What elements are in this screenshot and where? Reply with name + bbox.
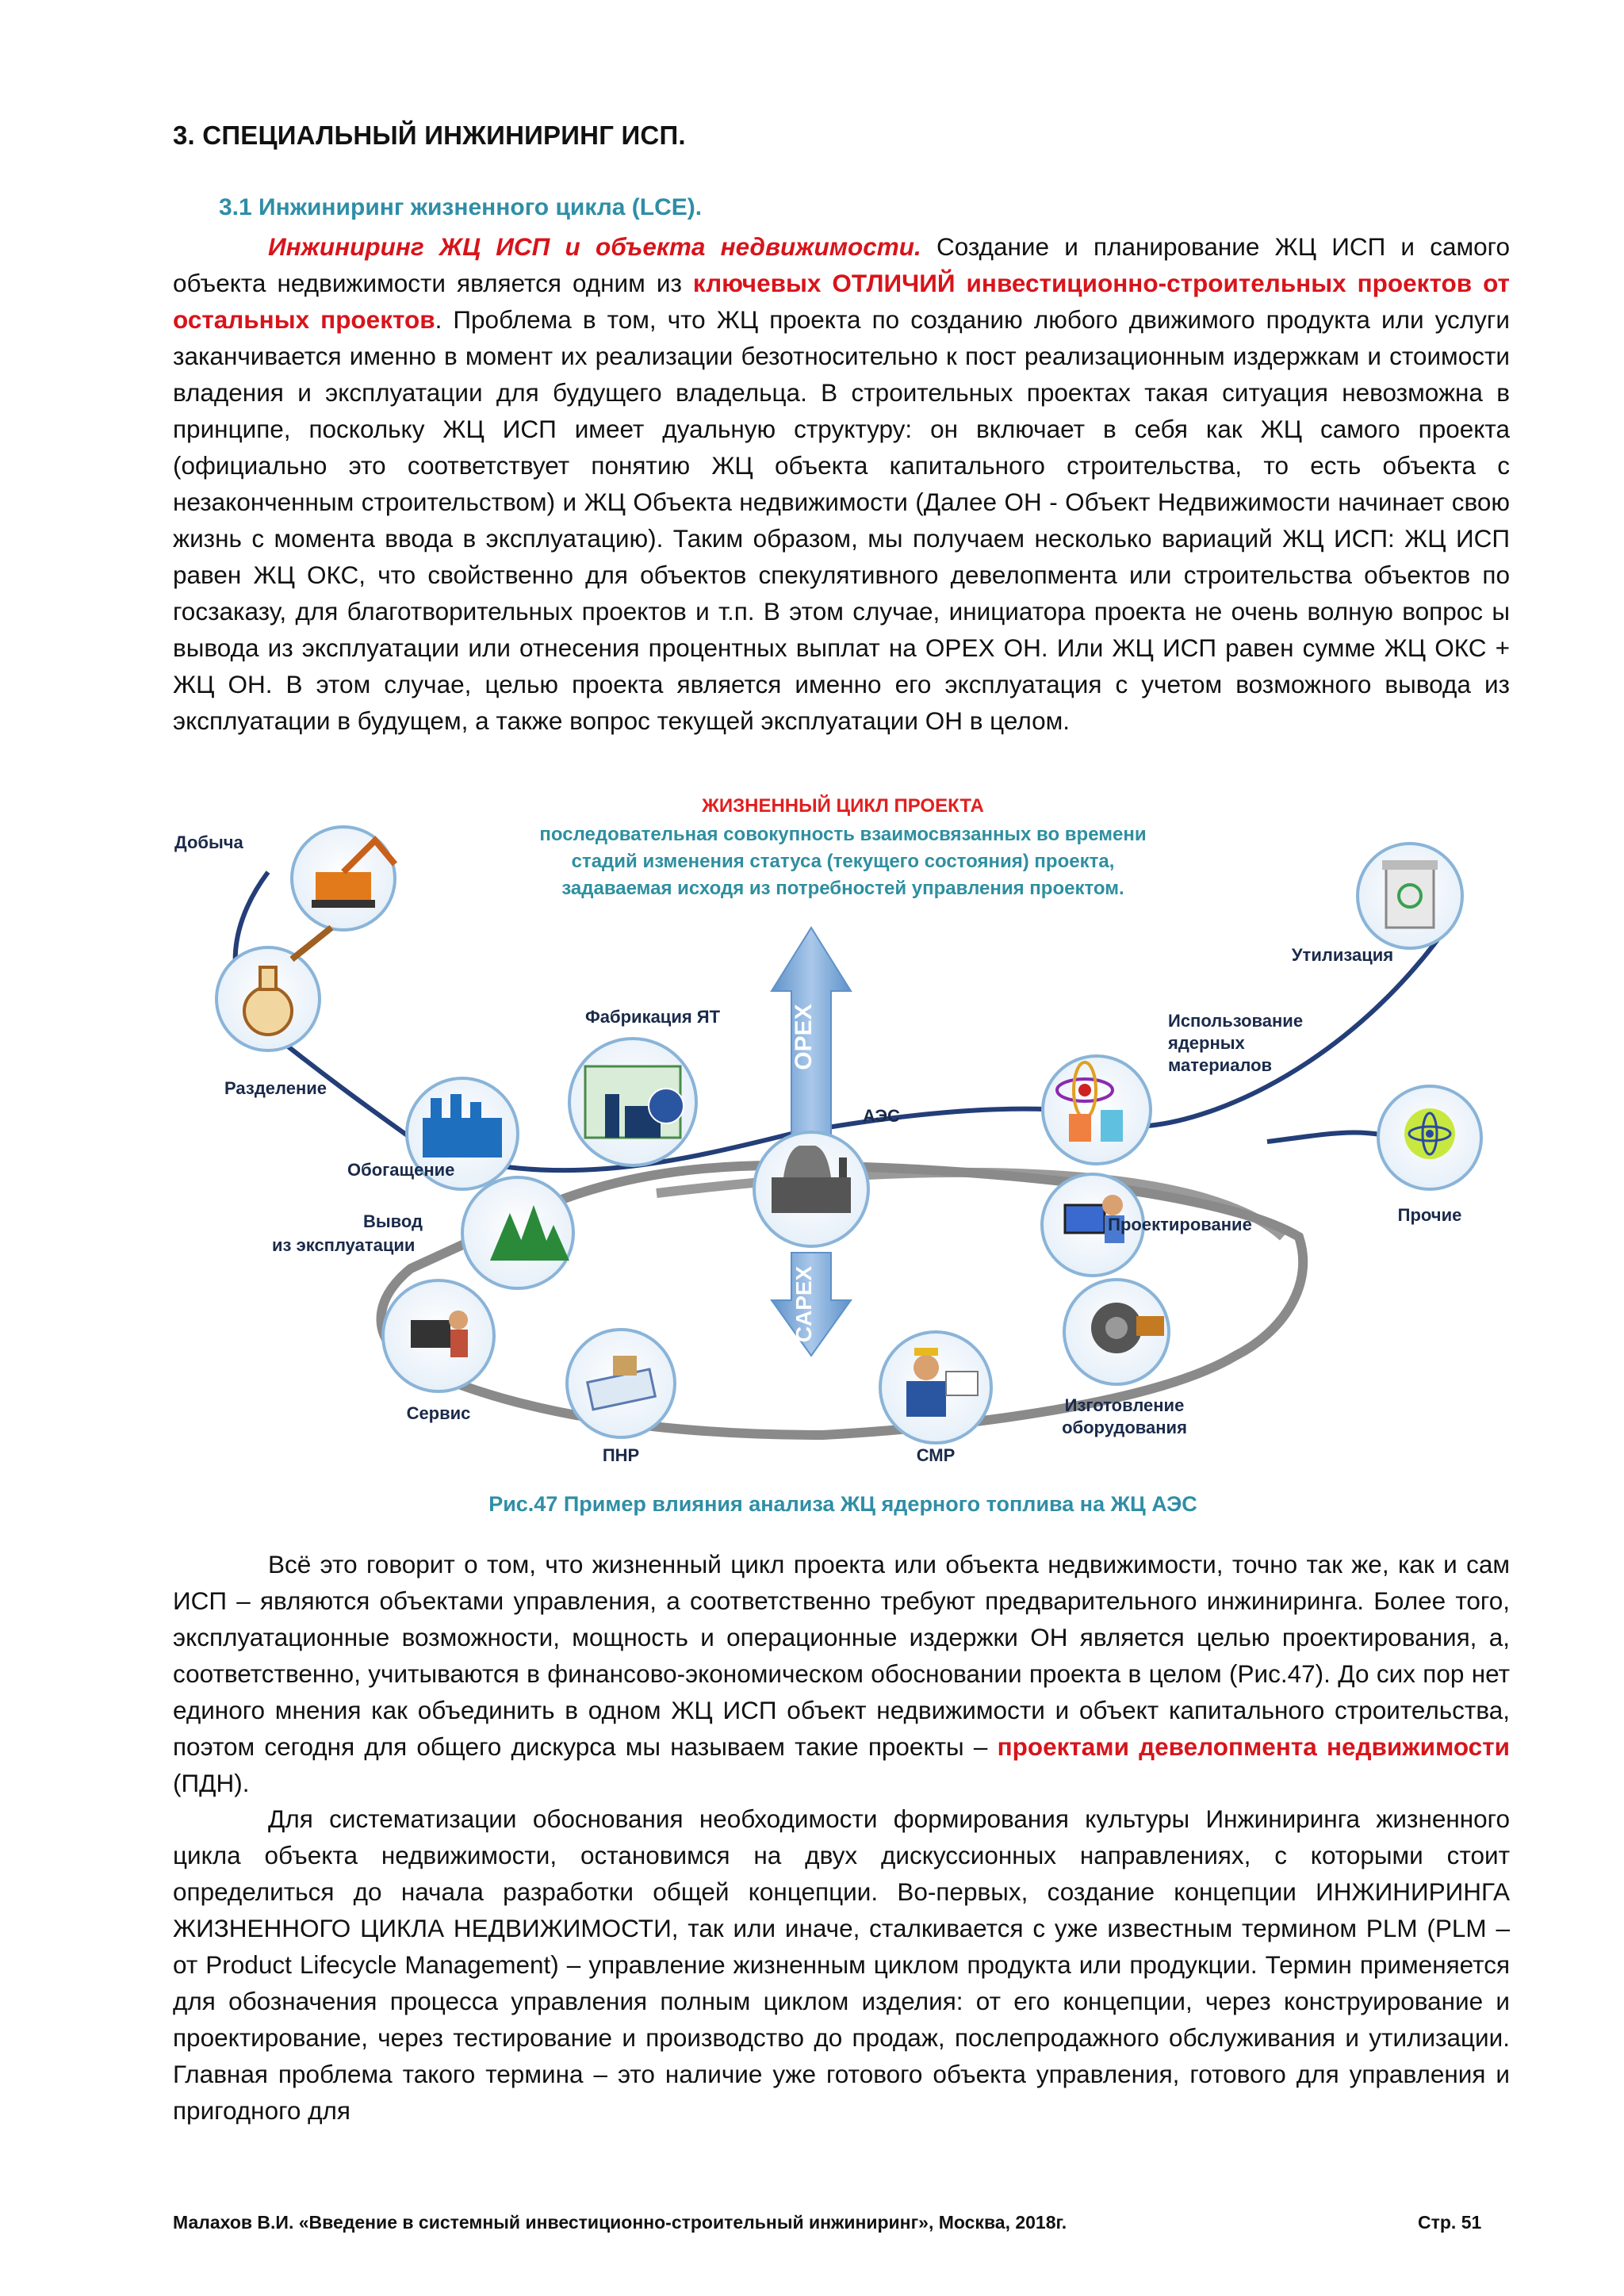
figure-desc-line: стадий изменения статуса (текущего состояния) проекта, <box>571 851 1115 872</box>
label-construction: СМР <box>916 1445 956 1465</box>
stage-use <box>1043 1056 1151 1164</box>
footer-citation: Малахов В.И. «Введение в системный инвестиционно-строительный инжиниринг», Москва, 2018г. <box>173 2212 1067 2233</box>
stage-npp <box>754 1132 868 1246</box>
section-heading: 3. СПЕЦИАЛЬНЫЙ ИНЖИНИРИНГ ИСП. <box>173 121 686 150</box>
paragraph-text: (ПДН). <box>173 1769 250 1797</box>
label-service: Сервис <box>406 1403 471 1423</box>
subsection-heading: 3.1 Инжиниринг жизненного цикла (LCE). <box>219 194 703 220</box>
paragraph-third <box>173 1800 1510 2129</box>
stage-equipment <box>1064 1280 1169 1384</box>
page-number: Стр. 51 <box>1418 2212 1482 2233</box>
paragraph-intro <box>173 228 1510 739</box>
figure-title: ЖИЗНЕННЫЙ ЦИКЛ ПРОЕКТА <box>702 795 984 817</box>
lifecycle-figure <box>173 793 1513 1475</box>
highlight-phrase: проектами девелопмента недвижимости <box>997 1732 1510 1761</box>
label-enrichment: Обогащение <box>347 1160 455 1180</box>
label-disposal: Утилизация <box>1291 945 1394 965</box>
paragraph-text: Для систематизации обоснования необходимости формирования культуры Инжиниринга жизненного цикла объекта недвижимости, остановимся на двух дискуссионных направлениях, с которыми стоит определиться до начала разработки общей концепции. Во-первых, создание концепции ИНЖИНИРИНГА ЖИЗНЕННОГО ЦИКЛА НЕДВИЖИМОСТИ, так или иначе, сталкивается с уже известным термином PLM (PLM – от Product Lifecycle Management) – управление жизненным циклом продукта или продукции. Термин применяется для обозначения процесса управления полным циклом изделия: от его концепции, через конструирование и проектирование, через тестирование и производство до продаж, послепродажного обслуживания и утилизации. Главная проблема такого термина – это наличие уже готового объекта управления, готового для управления и пригодного для <box>173 1804 1510 2125</box>
label-decommission-2: из эксплуатации <box>272 1235 416 1255</box>
opex-label: OPEX <box>791 1004 817 1070</box>
stage-fabrication <box>569 1039 696 1165</box>
label-equipment-2: оборудования <box>1062 1418 1187 1437</box>
stage-construction <box>880 1332 991 1443</box>
capex-label: CAPEX <box>791 1265 816 1343</box>
stage-disposal <box>1358 844 1462 948</box>
lifecycle-diagram <box>173 793 1513 1475</box>
stage-mining <box>292 827 395 930</box>
label-commissioning: ПНР <box>602 1445 640 1465</box>
label-decommission-1: Вывод <box>363 1211 423 1231</box>
paragraph-text: Создание и планирование ЖЦ ИСП и самого объекта недвижимости является одним из <box>173 232 1510 297</box>
stage-decommission <box>462 1177 573 1288</box>
label-fabrication: Фабрикация ЯТ <box>585 1007 721 1027</box>
label-other: Прочие <box>1397 1205 1462 1225</box>
highlight-phrase: ключевых ОТЛИЧИЙ инвестиционно-строительных проектов от остальных проектов <box>173 269 1510 334</box>
paragraph-second <box>173 1546 1510 1801</box>
stage-other <box>1378 1086 1481 1189</box>
lead-phrase: Инжиниринг ЖЦ ИСП и объекта недвижимости. <box>268 232 921 261</box>
stage-commissioning <box>567 1330 675 1437</box>
paragraph-text: . Проблема в том, что ЖЦ проекта по созданию любого движимого продукта или услуги заканчивается именно в момент их реализации безотносительно к пост реализационным издержкам и стоимости владения и эксплуатации для будущего владельца. В строительных проектах такая ситуация невозможна в принципе, поскольку ЖЦ ИСП имеет дуальную структуру: он включает в себя как ЖЦ самого проекта (официально это соответствует понятию ЖЦ объекта капитального строительства, то есть объекта с незаконченным строительством) и ЖЦ Объекта недвижимости (Далее ОН - Объект Недвижимости начинает свою жизнь с момента ввода в эксплуатацию). Таким образом, мы получаем несколько вариаций ЖЦ ИСП: ЖЦ ИСП равен ЖЦ ОКС, что свойственно для объектов спекулятивного девелопмента или строительства объектов по госзаказу, для благотворительных проектов и т.п. В этом случае, инициатора проекта не очень волную вопрос ы вывода из эксплуатации или отнесения процентных выплат на OPEX ОН. Или ЖЦ ИСП равен сумме ЖЦ ОКС + ЖЦ ОН. В этом случае, целью проекта является именно его эксплуатация с учетом возможного вывода из эксплуатации в будущем, а также вопрос текущей эксплуатации ОН в целом. <box>173 305 1510 735</box>
label-use-3: материалов <box>1168 1055 1273 1075</box>
label-separation: Разделение <box>224 1078 327 1098</box>
label-use-2: ядерных <box>1168 1033 1245 1053</box>
figure-caption: Рис.47 Пример влияния анализа ЖЦ ядерного топлива на ЖЦ АЭС <box>488 1492 1197 1516</box>
label-use-1: Использование <box>1168 1011 1304 1031</box>
paragraph-text: Всё это говорит о том, что жизненный цикл проекта или объекта недвижимости, точно так же, как и сам ИСП – являются объектами управления, а соответственно требуют предварительного инжиниринга. Более того, эксплуатационные возможности, мощность и операционные издержки ОН является целью проектирования, а, соответственно, учитываются в финансово-экономическом обосновании проекта в целом (Рис.47). До сих пор нет единого мнения как объединить в одном ЖЦ ИСП объект недвижимости и объект капитального строительства, поэтом сегодня для общего дискурса мы называем такие проекты – <box>173 1550 1510 1761</box>
figure-desc-line: последовательная совокупность взаимосвязанных во времени <box>539 824 1147 845</box>
label-npp: АЭС <box>863 1106 900 1126</box>
label-mining: Добыча <box>174 832 243 852</box>
stage-service <box>383 1280 494 1391</box>
label-design: Проектирование <box>1108 1215 1252 1234</box>
label-equipment-1: Изготовление <box>1064 1395 1185 1415</box>
figure-desc-line: задаваемая исходя из потребностей управления проектом. <box>561 878 1124 899</box>
